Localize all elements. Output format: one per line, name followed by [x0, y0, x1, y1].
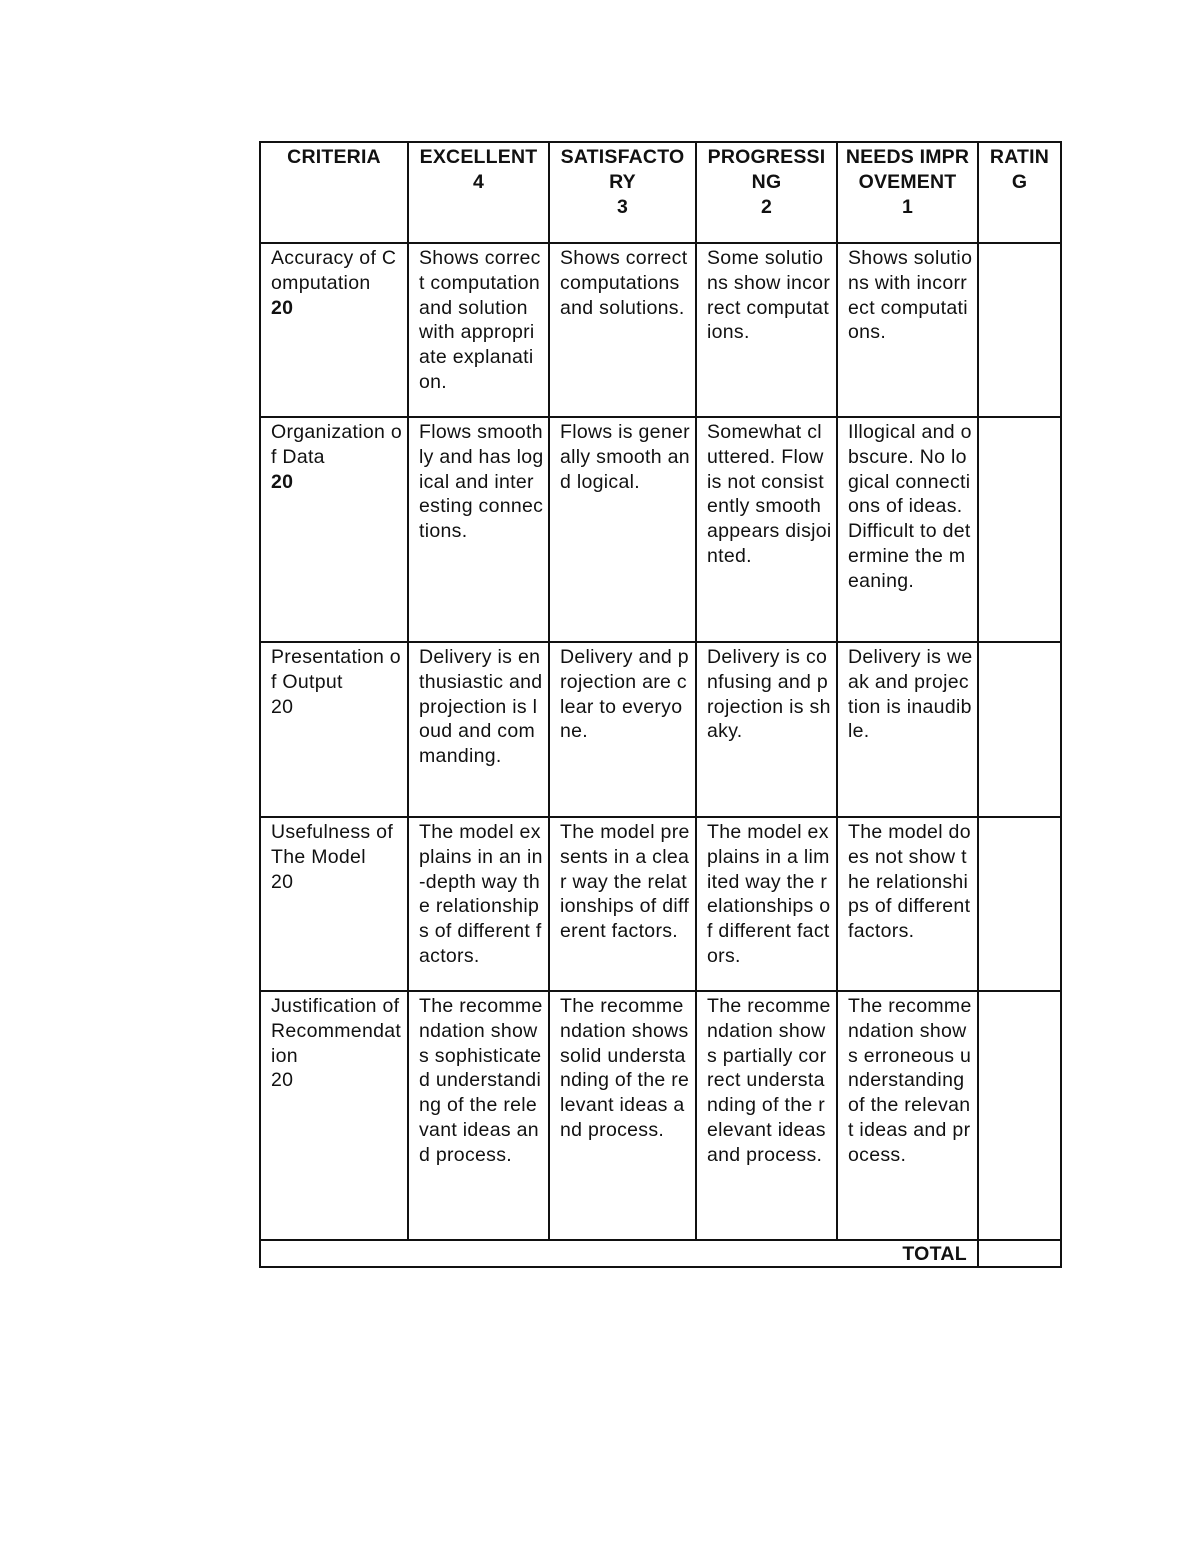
- progressing-cell: The model explains in a limited way the relationships of different factors.: [696, 817, 837, 991]
- excellent-cell: Delivery is enthusiastic and projection is loud and commanding.: [408, 642, 549, 817]
- criterion-name: Usefulness of The Model: [271, 821, 394, 868]
- rubric-table: [259, 141, 1062, 1268]
- needs-improvement-cell: Delivery is weak and projection is inaudible.: [837, 642, 978, 817]
- needs-improvement-cell: The model does not show the relationships of different factors.: [837, 817, 978, 991]
- criterion-cell: [260, 991, 408, 1240]
- needs-improvement-cell: Shows solutions with incorrect computations.: [837, 243, 978, 417]
- header-rating-label: RATING: [989, 146, 1050, 193]
- total-row: [260, 1240, 1061, 1267]
- satisfactory-cell: The recommendation shows solid understanding of the relevant ideas and process.: [549, 991, 696, 1240]
- rating-cell[interactable]: [978, 817, 1061, 991]
- header-excellent-score: 4: [472, 170, 485, 193]
- header-criteria: [260, 142, 408, 243]
- progressing-cell: Some solutions show incorrect computations.: [696, 243, 837, 417]
- header-needs-improvement-score: 1: [901, 195, 914, 218]
- criterion-name: Accuracy of Computation: [271, 247, 397, 294]
- header-needs-improvement: [837, 142, 978, 243]
- header-row: [260, 142, 1061, 243]
- header-progressing-label: PROGRESSING: [707, 146, 826, 193]
- criterion-name: Presentation of Output: [271, 646, 401, 693]
- header-progressing: [696, 142, 837, 243]
- criterion-cell: [260, 243, 408, 417]
- criterion-name: Justification of Recommendation: [271, 995, 402, 1067]
- header-needs-improvement-label: NEEDS IMPROVEMENT: [845, 146, 970, 193]
- excellent-cell: The model explains in an in-depth way the relationships of different factors.: [408, 817, 549, 991]
- progressing-cell: The recommendation shows partially correct understanding of the relevant ideas and process.: [696, 991, 837, 1240]
- rating-cell[interactable]: [978, 243, 1061, 417]
- needs-improvement-cell: The recommendation shows erroneous understanding of the relevant ideas and process.: [837, 991, 978, 1240]
- rating-cell[interactable]: [978, 991, 1061, 1240]
- criterion-cell: [260, 417, 408, 642]
- criterion-cell: [260, 642, 408, 817]
- criteria-row: [260, 991, 1061, 1240]
- header-satisfactory-score: 3: [616, 195, 629, 218]
- criterion-points: 20: [271, 1069, 294, 1092]
- header-progressing-score: 2: [760, 195, 773, 218]
- criteria-row: [260, 417, 1061, 642]
- header-rating: [978, 142, 1061, 243]
- progressing-cell: Somewhat cluttered. Flow is not consistently smooth appears disjointed.: [696, 417, 837, 642]
- satisfactory-cell: Shows correct computations and solutions.: [549, 243, 696, 417]
- criterion-points: 20: [271, 870, 294, 893]
- criteria-row: [260, 642, 1061, 817]
- progressing-cell: Delivery is confusing and projection is shaky.: [696, 642, 837, 817]
- criteria-row: [260, 817, 1061, 991]
- criteria-row: [260, 243, 1061, 417]
- criterion-points: 20: [271, 296, 294, 319]
- header-excellent-label: EXCELLENT: [419, 146, 538, 168]
- criterion-points: 20: [271, 470, 294, 493]
- header-satisfactory: [549, 142, 696, 243]
- needs-improvement-cell: Illogical and obscure. No logical connections of ideas. Difficult to determine the meaning.: [837, 417, 978, 642]
- criterion-cell: [260, 817, 408, 991]
- satisfactory-cell: The model presents in a clear way the relationships of different factors.: [549, 817, 696, 991]
- criterion-points: 20: [271, 695, 294, 718]
- total-value-cell[interactable]: [978, 1240, 1061, 1267]
- header-excellent: [408, 142, 549, 243]
- header-satisfactory-label: SATISFACTORY: [560, 146, 685, 193]
- criterion-name: Organization of Data: [271, 421, 403, 468]
- excellent-cell: Flows smoothly and has logical and interesting connections.: [408, 417, 549, 642]
- satisfactory-cell: Flows is generally smooth and logical.: [549, 417, 696, 642]
- total-label: TOTAL: [260, 1240, 978, 1267]
- excellent-cell: The recommendation shows sophisticated understanding of the relevant ideas and process.: [408, 991, 549, 1240]
- satisfactory-cell: Delivery and projection are clear to everyone.: [549, 642, 696, 817]
- rating-cell[interactable]: [978, 417, 1061, 642]
- header-criteria-label: CRITERIA: [287, 146, 381, 168]
- rating-cell[interactable]: [978, 642, 1061, 817]
- excellent-cell: Shows correct computation and solution with appropriate explanation.: [408, 243, 549, 417]
